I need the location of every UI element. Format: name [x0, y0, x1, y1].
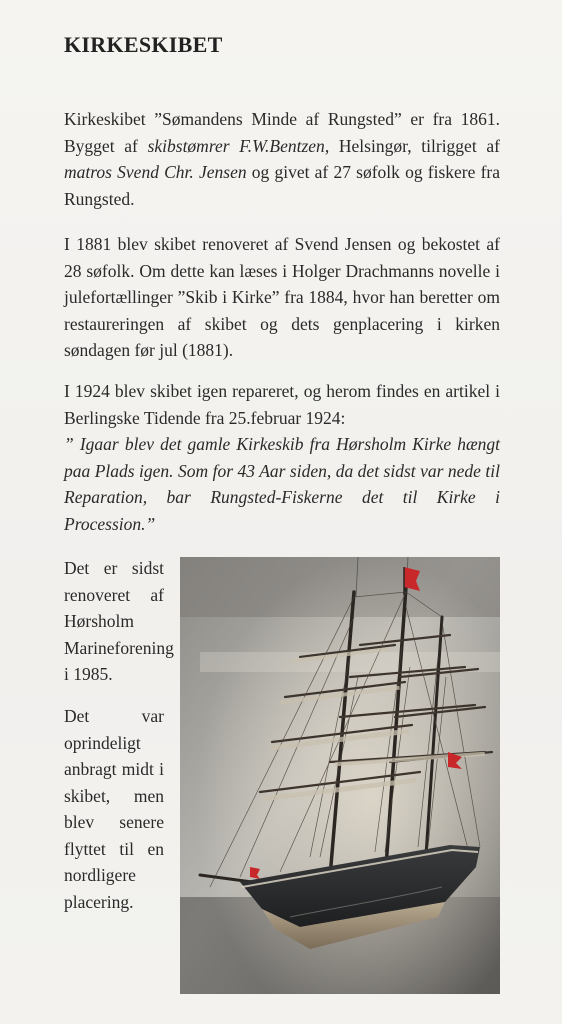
church-ship-photo	[180, 557, 500, 994]
p3-text: I 1924 blev skibet igen repareret, og herom findes en artikel i Berlingske Tidende fra 25.februar 1924:	[64, 381, 500, 428]
side-text-renovation-1985: Det er sidst renoveret af Hørsholm Marineforening i 1985.	[64, 558, 174, 684]
p1-text-e: og givet af 27 søfolk og fiskere fra Rungsted.	[64, 162, 500, 209]
newspaper-quote: ” Igaar blev det gamle Kirkeskib fra Hørsholm Kirke hængt paa Plads igen. Som for 43 Aar siden, da det sidst var nede til Reparation, bar Rungsted-Fiskerne det til Kirke i Procession.”	[64, 434, 500, 534]
p1-builder: skibstømrer F.W.Bentzen	[147, 135, 325, 156]
p1-text-a: Kirkeskibet ”Sømandens Minde af Rungsted” er fra 1861. Bygget af	[64, 109, 500, 156]
paragraph-1881-renovation: I 1881 blev skibet renoveret af Svend Jensen og bekostet af 28 søfolk. Om dette kan læses i Holger Drachmanns novelle i julefortællinger ”Skib i Kirke” fra 1884, hvor han beretter om restaureringen af skibet og dets genplacering i kirken søndagen før jul (1881).	[64, 234, 500, 360]
page-title: KIRKESKIBET	[64, 32, 223, 57]
p1-text-c: , Helsingør, tilrigget af	[324, 135, 500, 156]
paragraph-1924-repair	[64, 378, 500, 537]
side-text-placement: Det var oprindeligt anbragt midt i skibet, men blev senere flyttet til en nordligere placering.	[64, 706, 164, 912]
p1-rigger: matros Svend Chr. Jensen	[64, 162, 247, 182]
paragraph-history	[64, 106, 500, 212]
ship-model-image	[180, 557, 500, 994]
